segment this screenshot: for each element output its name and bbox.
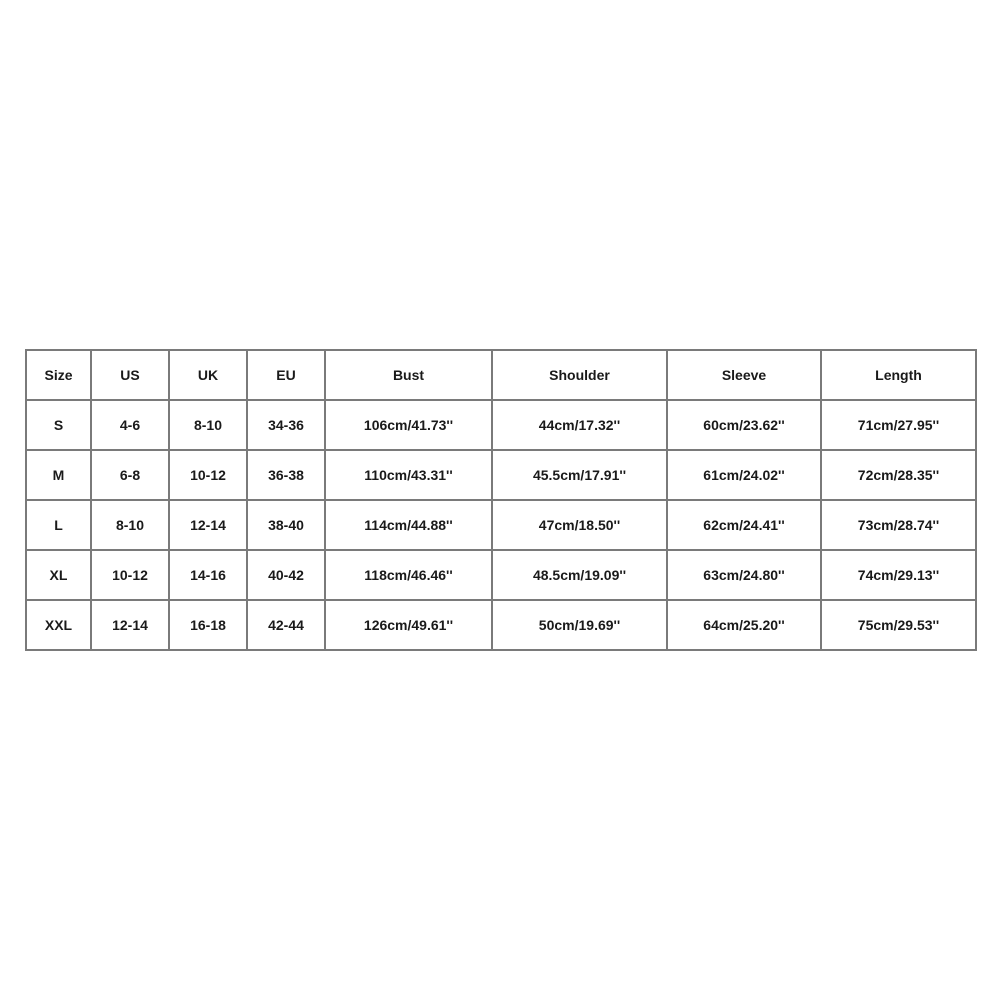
table-cell: 61cm/24.02'' xyxy=(667,450,821,500)
header-cell-uk: UK xyxy=(169,350,247,400)
table-cell: 72cm/28.35'' xyxy=(821,450,976,500)
header-cell-size: Size xyxy=(26,350,91,400)
table-cell: 118cm/46.46'' xyxy=(325,550,492,600)
table-cell: 42-44 xyxy=(247,600,325,650)
table-cell: 74cm/29.13'' xyxy=(821,550,976,600)
header-cell-us: US xyxy=(91,350,169,400)
table-cell: 110cm/43.31'' xyxy=(325,450,492,500)
table-cell: 60cm/23.62'' xyxy=(667,400,821,450)
table-cell: 10-12 xyxy=(91,550,169,600)
table-cell: 16-18 xyxy=(169,600,247,650)
table-cell: L xyxy=(26,500,91,550)
table-cell: 12-14 xyxy=(169,500,247,550)
table-row xyxy=(26,400,976,450)
table-cell: 106cm/41.73'' xyxy=(325,400,492,450)
table-row xyxy=(26,450,976,500)
table-cell: 64cm/25.20'' xyxy=(667,600,821,650)
table-cell: 12-14 xyxy=(91,600,169,650)
table-cell: 38-40 xyxy=(247,500,325,550)
header-row xyxy=(26,350,976,400)
table-cell: 48.5cm/19.09'' xyxy=(492,550,667,600)
table-cell: 34-36 xyxy=(247,400,325,450)
table-cell: 45.5cm/17.91'' xyxy=(492,450,667,500)
table-cell: 47cm/18.50'' xyxy=(492,500,667,550)
header-cell-bust: Bust xyxy=(325,350,492,400)
table-cell: 114cm/44.88'' xyxy=(325,500,492,550)
table-cell: S xyxy=(26,400,91,450)
table-cell: 44cm/17.32'' xyxy=(492,400,667,450)
table-cell: XXL xyxy=(26,600,91,650)
header-cell-sleeve: Sleeve xyxy=(667,350,821,400)
header-cell-shoulder: Shoulder xyxy=(492,350,667,400)
table-cell: 36-38 xyxy=(247,450,325,500)
table-cell: M xyxy=(26,450,91,500)
table-cell: 50cm/19.69'' xyxy=(492,600,667,650)
table-row xyxy=(26,600,976,650)
table-cell: 75cm/29.53'' xyxy=(821,600,976,650)
table-row xyxy=(26,550,976,600)
table-cell: 8-10 xyxy=(169,400,247,450)
table-cell: 40-42 xyxy=(247,550,325,600)
table-cell: 4-6 xyxy=(91,400,169,450)
size-chart-table xyxy=(25,349,977,651)
table-cell: 10-12 xyxy=(169,450,247,500)
table-cell: 6-8 xyxy=(91,450,169,500)
table-cell: XL xyxy=(26,550,91,600)
header-cell-eu: EU xyxy=(247,350,325,400)
table-cell: 14-16 xyxy=(169,550,247,600)
table-cell: 126cm/49.61'' xyxy=(325,600,492,650)
table-cell: 71cm/27.95'' xyxy=(821,400,976,450)
table-cell: 63cm/24.80'' xyxy=(667,550,821,600)
header-cell-length: Length xyxy=(821,350,976,400)
table-cell: 8-10 xyxy=(91,500,169,550)
table-cell: 62cm/24.41'' xyxy=(667,500,821,550)
table-cell: 73cm/28.74'' xyxy=(821,500,976,550)
table-row xyxy=(26,500,976,550)
